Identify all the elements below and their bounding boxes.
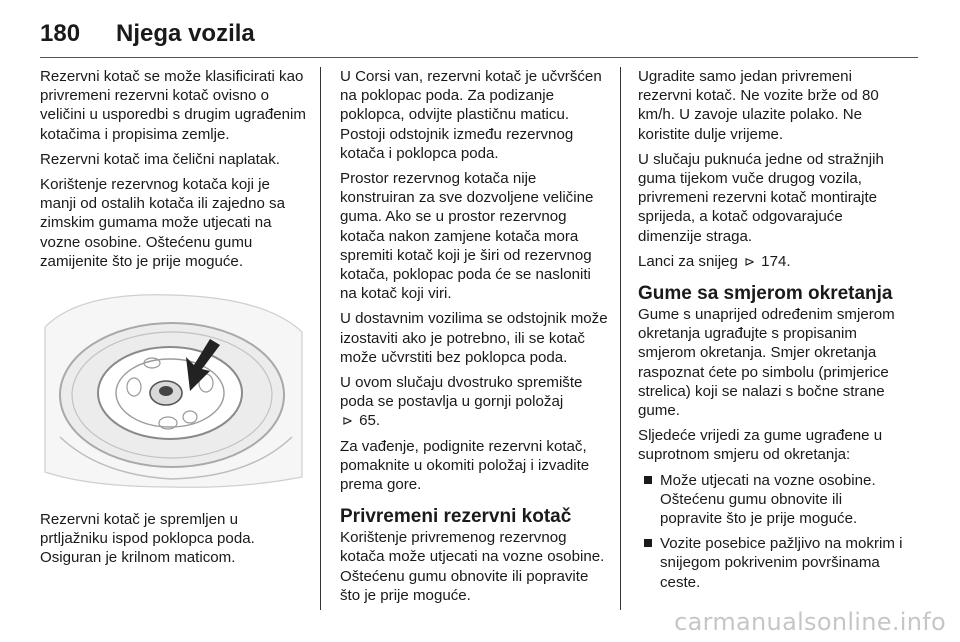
paragraph: Rezervni kotač je spremljen u prtljažniku ispod poklopca poda. Osiguran je krilnom maticom. (40, 511, 255, 567)
page-title: Njega vozila (116, 20, 255, 47)
column-divider (320, 67, 321, 610)
column-left (40, 67, 306, 574)
page-reference-link[interactable]: 174. (761, 252, 791, 270)
paragraph: Lanci za snijeg ⊳ 174. (638, 252, 791, 270)
page-number: 180 (40, 20, 81, 47)
list-item: Vozite posebice pažljivo na mokrim i snijegom pokrivenim površinama ceste. (638, 534, 906, 592)
spare-wheel-drawing (40, 287, 306, 492)
paragraph: U dostavnim vozilima se odstojnik može izostaviti ako je potrebno, ili se kotač može učvrstiti bez poklopca poda. (340, 310, 608, 366)
paragraph: U ovom slučaju dvostruko spremište poda se postavlja u gornji položaj ⊳ 65. (340, 374, 583, 430)
column-middle (340, 67, 608, 611)
column-right (638, 67, 906, 598)
header-rule (40, 57, 918, 58)
watermark: carmanualsonline.info (674, 608, 946, 636)
bullet-list (638, 471, 906, 592)
paragraph: Za vađenje, podignite rezervni kotač, pomaknite u okomiti položaj i izvadite prema gore. (340, 437, 590, 494)
section-heading: Gume sa smjerom okretanja (638, 283, 893, 305)
page-header (40, 14, 920, 54)
square-bullet-icon (644, 476, 652, 484)
paragraph: Korištenje rezervnog kotača koji je manji od ostalih kotača ili zajedno sa zimskim gumama može utjecati na vozne osobine. Oštećenu gumu zamijenite što je prije moguće. (40, 176, 285, 270)
paragraph: U Corsi van, rezervni kotač je učvršćen na poklopac poda. Za podizanje poklopca, odvijte plastičnu maticu. Postoji odstojnik između rezervnog kotača i poklopca poda. (340, 68, 602, 162)
square-bullet-icon (644, 539, 652, 547)
paragraph: Rezervni kotač se može klasificirati kao privremeni rezervni kotač ovisno o veličini u usporedbi s drugim ugrađenim kotačima i propisima zemlje. (40, 68, 306, 143)
column-divider (620, 67, 621, 610)
paragraph: Rezervni kotač ima čelični naplatak. (40, 150, 280, 168)
paragraph: Prostor rezervnog kotača nije konstruiran za sve dozvoljene veličine guma. Ako se u prostor rezervnog kotača nakon zamjene kotača mora spremiti kotač koji je širi od rezervnog kotača, poklopac poda će se nasloniti na kotač koji viri. (340, 170, 594, 303)
paragraph: Gume s unaprijed određenim smjerom okretanja ugrađujte s propisanim smjerom okretanja. Smjer okretanja raspoznat ćete po simbolu (primjerice strelica) koji se nalazi s bočne strane gume. (638, 306, 895, 420)
paragraph: Ugradite samo jedan privremeni rezervni kotač. Ne vozite brže od 80 km/h. U zavoje ulazite polako. Ne koristite dulje vrijeme. (638, 68, 879, 143)
paragraph: U slučaju puknuća jedne od stražnjih guma tijekom vuče drugog vozila, privremeni rezervni kotač montirajte sprijeda, a kotač odgovarajuće dimenzije straga. (638, 150, 884, 245)
section-heading: Privremeni rezervni kotač (340, 506, 572, 528)
page-reference-arrow-icon: ⊳ (342, 413, 353, 429)
paragraph: Korištenje privremenog rezervnog kotača može utjecati na vozne osobine. Oštećenu gumu obnovite ili popravite što je prije moguće. (340, 529, 605, 604)
page-reference-link[interactable]: 65. (359, 412, 381, 430)
paragraph: Sljedeće vrijedi za gume ugrađene u suprotnom smjeru od okretanja: (638, 427, 883, 464)
page-reference-arrow-icon: ⊳ (744, 253, 755, 269)
list-item: Može utjecati na vozne osobine. Oštećenu gumu obnovite ili popravite što je prije moguće. (638, 471, 906, 529)
spare-wheel-illustration (40, 287, 306, 492)
